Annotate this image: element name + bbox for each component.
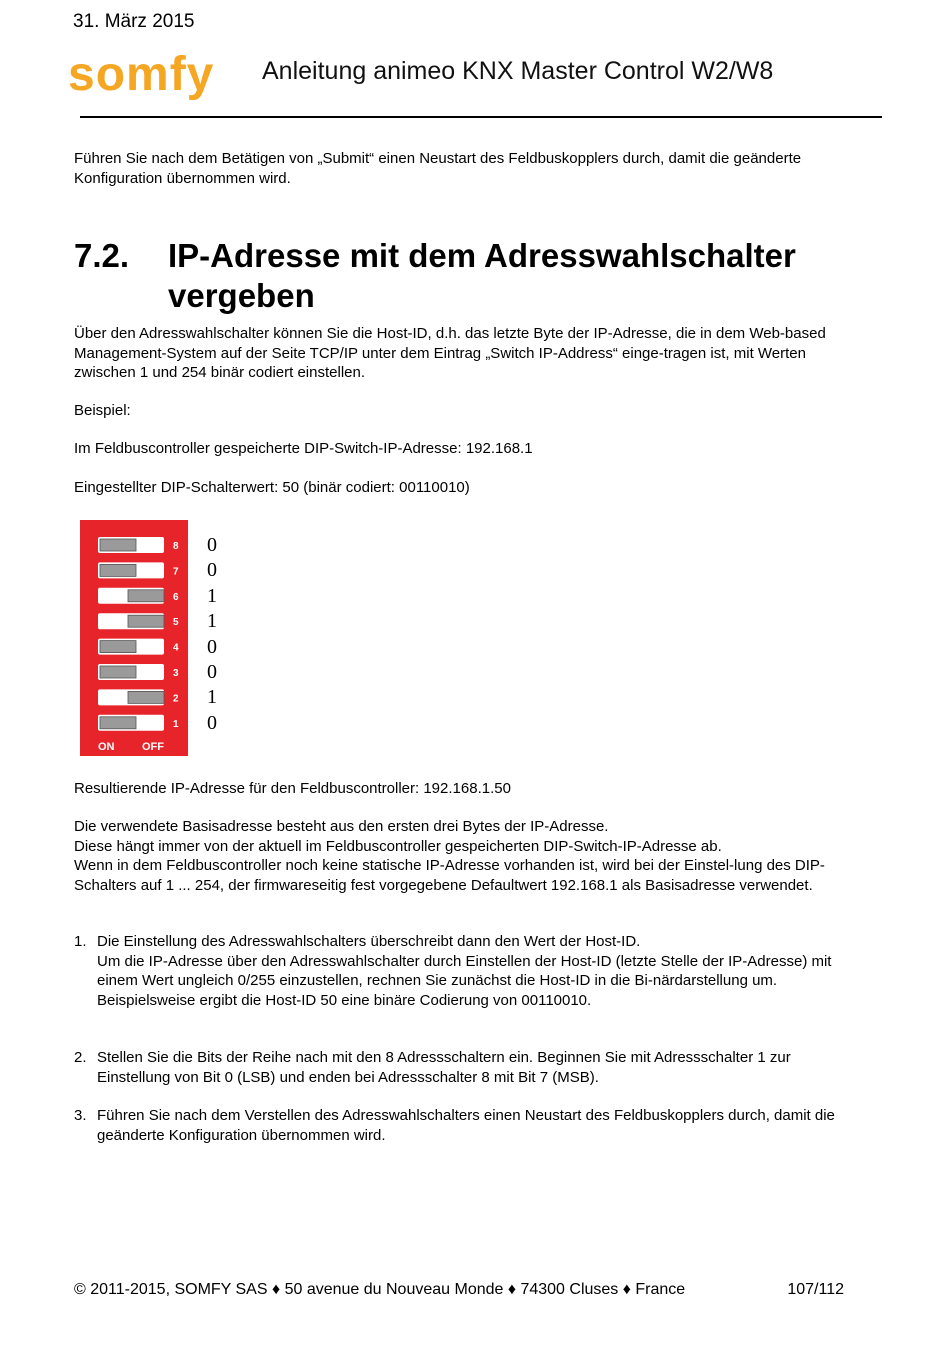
list-item-text: Führen Sie nach dem Verstellen des Adresswahlschalters einen Neustart des Feldbuskopplers durch, damit die geänderte Konfiguration übernommen wird. — [97, 1107, 835, 1144]
list-item — [74, 932, 844, 1010]
section-title: IP-Adresse mit dem Adresswahlschalter vergeben — [168, 237, 796, 314]
dip-switch-number: 6 — [173, 591, 179, 603]
somfy-logo — [68, 50, 240, 100]
example-label: Beispiel: — [74, 402, 131, 419]
dip-switch-lever — [100, 641, 136, 653]
list-item-number: 1. — [74, 933, 87, 950]
header-divider — [80, 116, 882, 118]
list-item-number: 3. — [74, 1107, 87, 1124]
bit-values-column — [207, 533, 217, 736]
dip-switch-number: 1 — [173, 718, 179, 730]
bit-value: 0 — [207, 559, 217, 582]
list-item-number: 2. — [74, 1049, 87, 1066]
dip-switch-number: 5 — [173, 617, 179, 629]
dip-switch-diagram — [80, 520, 188, 756]
bit-value: 0 — [207, 635, 217, 658]
bit-value: 0 — [207, 534, 217, 556]
list-item — [74, 1106, 844, 1145]
bit-value: 0 — [207, 711, 217, 734]
description-paragraph: Über den Adresswahlschalter können Sie die Host-ID, d.h. das letzte Byte der IP-Adresse, die in dem Web-based Management-System auf der Seite TCP/IP unter dem Eintrag „Switch IP-Address“ einge-tragen ist, mit Werten zwischen 1 und 254 binär codiert einstellen. — [74, 325, 826, 382]
page-number: 107/112 — [787, 1281, 844, 1298]
dip-switch-lever — [128, 691, 164, 703]
dip-switch-lever — [100, 539, 136, 551]
list-item-text: Die Einstellung des Adresswahlschalters überschreibt dann den Wert der Host-ID. — [97, 933, 641, 950]
dip-switch-number: 2 — [173, 693, 179, 705]
set-value-line: Eingestellter DIP-Schalterwert: 50 (binär codiert: 00110010) — [74, 479, 470, 496]
bit-value: 1 — [207, 584, 217, 607]
dip-switch-number: 7 — [173, 566, 179, 578]
dip-switch-lever — [128, 615, 164, 627]
base-address-paragraph — [74, 817, 844, 895]
bit-value: 1 — [207, 686, 217, 709]
page-footer — [74, 1281, 844, 1299]
dip-switch-number: 4 — [173, 642, 179, 654]
list-item-text: Beispielsweise ergibt die Host-ID 50 eine binäre Codierung von 00110010. — [97, 991, 592, 1009]
dip-off-label: OFF — [142, 741, 164, 753]
somfy-logo-text: somfy — [68, 50, 215, 100]
dip-on-label: ON — [98, 741, 115, 753]
bit-value: 1 — [207, 610, 217, 633]
stored-address-line: Im Feldbuscontroller gespeicherte DIP-Switch-IP-Adresse: 192.168.1 — [74, 440, 533, 457]
list-item — [74, 1048, 844, 1087]
dip-switch-number: 3 — [173, 668, 179, 679]
footer-copyright: © 2011-2015, SOMFY SAS ♦ 50 avenue du Nouveau Monde ♦ 74300 Cluses ♦ France — [74, 1281, 686, 1298]
dip-switch-lever — [100, 564, 136, 576]
dip-switch-lever — [100, 666, 136, 678]
intro-paragraph: Führen Sie nach dem Betätigen von „Submit“ einen Neustart des Feldbuskopplers durch, damit die geänderte Konfiguration übernommen wird. — [74, 150, 802, 187]
base-address-line: Diese hängt immer von der aktuell im Feldbuscontroller gespeicherten DIP-Switch-IP-Adresse ab. — [74, 837, 722, 855]
dip-switch-lever — [100, 717, 136, 729]
dip-switch-number: 8 — [173, 541, 179, 552]
dip-switch-lever — [128, 590, 164, 602]
result-address-line: Resultierende IP-Adresse für den Feldbuscontroller: 192.168.1.50 — [74, 780, 511, 797]
document-date: 31. März 2015 — [73, 11, 195, 32]
bit-value: 0 — [207, 660, 217, 683]
document-title: Anleitung animeo KNX Master Control W2/W8 — [262, 57, 774, 85]
list-item-text: Um die IP-Adresse über den Adresswahlschalter durch Einstellen der Host-ID (letzte Stelle der IP-Adresse) mit einem Wert ungleich 0/255 einzustellen, rechnen Sie zunächst die Host-ID in die Bi-närdarstellung um. — [97, 952, 832, 990]
list-item-text: Stellen Sie die Bits der Reihe nach mit den 8 Adressschaltern ein. Beginnen Sie mit Adressschalter 1 zur Einstellung von Bit 0 (LSB) und enden bei Adressschalter 8 mit Bit 7 (MSB). — [97, 1049, 791, 1086]
section-number: 7.2. — [74, 237, 130, 274]
base-address-line: Die verwendete Basisadresse besteht aus den ersten drei Bytes der IP-Adresse. — [74, 818, 609, 835]
base-address-line: Wenn in dem Feldbuscontroller noch keine statische IP-Adresse vorhanden ist, wird bei der Einstel-lung des DIP-Schalters auf 1 ... 254, der firmwareseitig fest vorgegebene Defaultwert 192.168.1 als Basisadresse verwendet. — [74, 857, 825, 894]
